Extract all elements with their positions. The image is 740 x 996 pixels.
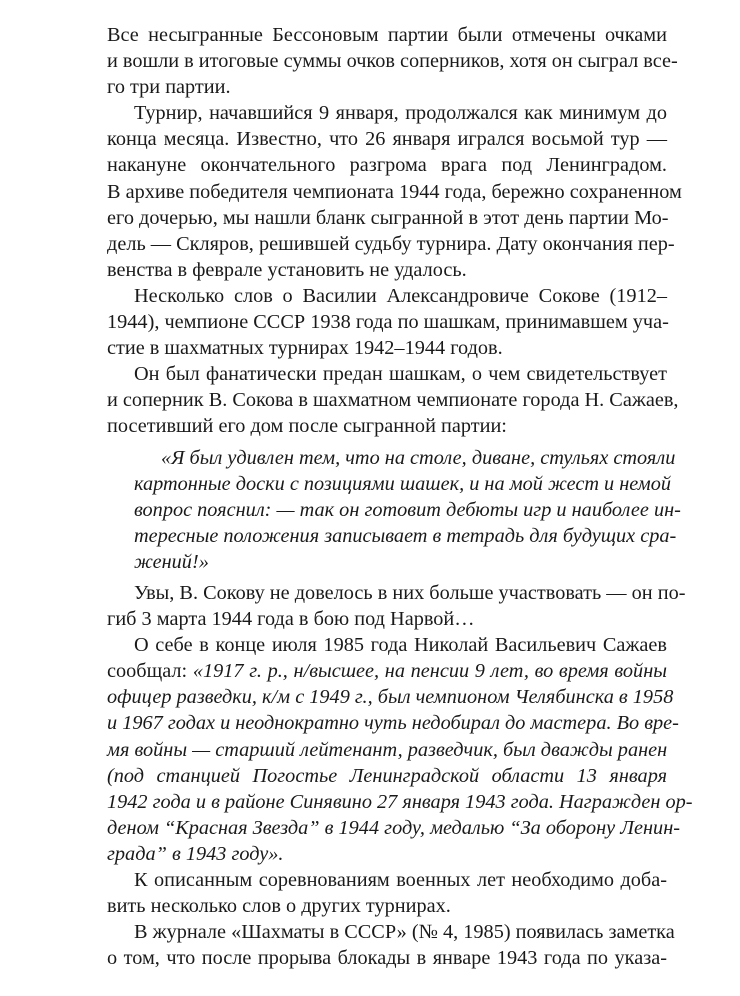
text-line: о том, что после прорыва блокады в январе 1943 года по указа- xyxy=(107,947,667,970)
text-line: и вошли в итоговые суммы очков соперников, хотя он сыграл все- xyxy=(107,50,678,73)
text-line: сообщал: «1917 г. р., н/высшее, на пенсии 9 лет, во время войны xyxy=(107,660,667,683)
quote-line: тересные положения записывает в тетрадь для будущих сра- xyxy=(134,524,677,547)
block-quote xyxy=(107,445,681,575)
quote-line: вопрос пояснил: — так он готовит дебюты игр и наиболее ин- xyxy=(134,498,681,521)
paragraph xyxy=(107,632,693,867)
text-line: О себе в конце июля 1985 года Николай Васильевич Сажаев xyxy=(134,634,667,657)
paragraph xyxy=(107,580,686,632)
text-line: Увы, В. Сокову не довелось в них больше участвовать — он по- xyxy=(134,581,686,604)
text-line: венства в феврале установить не удалось. xyxy=(107,258,467,281)
text-line: К описанным соревнованиям военных лет необходимо доба- xyxy=(134,869,667,891)
text-line: дель — Скляров, решившей судьбу турнира. Дату окончания пер- xyxy=(107,232,675,255)
text-line: стие в шахматных турнирах 1942–1944 годов. xyxy=(107,337,503,360)
paragraph xyxy=(107,361,679,439)
paragraph xyxy=(107,22,678,100)
text-line: мя войны — старший лейтенант, разведчик, был дважды ранен xyxy=(107,738,668,761)
text-line: В архиве победителя чемпионата 1944 года, бережно сохраненном xyxy=(107,180,682,203)
paragraph xyxy=(107,919,675,971)
text-line: вить несколько слов о других турнирах. xyxy=(107,895,451,918)
book-page xyxy=(107,22,693,971)
text-line: и 1967 годах и неоднократно чуть недобирал до мастера. Во вре- xyxy=(107,712,679,735)
paragraph xyxy=(107,283,667,361)
text-line: конца месяца. Известно, что 26 января игрался восьмой тур — xyxy=(107,128,667,151)
text-line: Турнир, начавшийся 9 января, продолжался как минимум до xyxy=(134,102,667,125)
text-line: его дочерью, мы нашли бланк сыгранной в этот день партии Мо- xyxy=(107,206,669,229)
text-line: накануне окончательного разгрома врага под Ленинградом. xyxy=(107,154,667,177)
text-line: посетивший его дом после сыгранной партии: xyxy=(107,415,507,438)
text-line: града” в 1943 году». xyxy=(107,842,284,865)
text-line: го три партии. xyxy=(107,76,231,99)
text-line: (под станцией Погостье Ленинградской области 13 января xyxy=(107,764,667,787)
text-line: В журнале «Шахматы в СССР» (№ 4, 1985) появилась заметка xyxy=(134,921,675,944)
text-line: 1944), чемпионе СССР 1938 года по шашкам, принимавшем уча- xyxy=(107,311,669,334)
paragraph xyxy=(107,867,667,919)
quote-line: «Я был удивлен тем, что на столе, диване, стульях стояли xyxy=(161,446,676,469)
text-line: и соперник В. Сокова в шахматном чемпионате города Н. Сажаев, xyxy=(107,389,679,412)
text-line: гиб 3 марта 1944 года в бою под Нарвой… xyxy=(107,608,475,631)
text-line: офицер разведки, к/м с 1949 г., был чемпионом Челябинска в 1958 xyxy=(107,686,674,709)
text-line: Все несыгранные Бессоновым партии были отмечены очками xyxy=(107,24,667,46)
text-line: Несколько слов о Василии Александровиче Сокове (1912– xyxy=(134,284,667,307)
paragraph xyxy=(107,100,682,283)
text-line: 1942 года и в районе Синявино 27 января 1943 года. Награжден ор- xyxy=(107,790,693,813)
text-line: Он был фанатически предан шашкам, о чем свидетельствует xyxy=(134,363,667,386)
quote-line: картонные доски с позициями шашек, и на мой жест и немой xyxy=(134,472,672,495)
quote-line: жений!» xyxy=(134,550,209,573)
text-line: деном “Красная Звезда” в 1944 году, медалью “За оборону Ленин- xyxy=(107,816,681,839)
